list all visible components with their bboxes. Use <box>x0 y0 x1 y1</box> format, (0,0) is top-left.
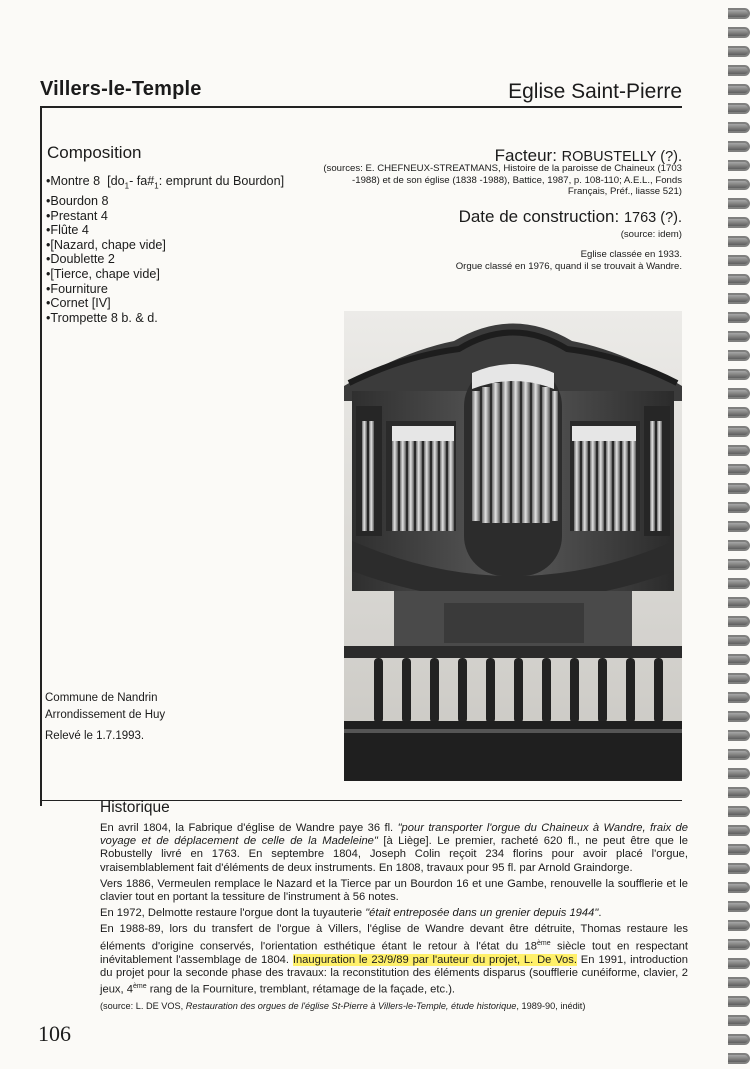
arrondissement-name: Arrondissement de Huy <box>45 708 166 721</box>
page-number: 106 <box>38 1021 71 1046</box>
commune-name: Commune de Nandrin <box>45 692 158 704</box>
history-paragraph <box>100 923 688 996</box>
binding-coil <box>728 521 750 532</box>
spiral-binding <box>726 0 750 1069</box>
stop-item: • Trompette 8 b. & d. <box>46 311 284 326</box>
binding-coil <box>728 141 750 152</box>
binding-coil <box>728 293 750 304</box>
construction-label: Date de construction: <box>458 207 620 226</box>
binding-coil <box>728 179 750 190</box>
binding-coil <box>728 540 750 551</box>
binding-coil <box>728 388 750 399</box>
binding-coil <box>728 464 750 475</box>
source-text: , 1989-90, inédit) <box>516 1000 586 1011</box>
binding-coil <box>728 939 750 950</box>
binding-coil <box>728 103 750 114</box>
stop-item: • Fourniture <box>46 282 284 297</box>
history-text: En 1988-89, lors du transfert de l'orgue à Villers, l'église de Wandre devant être détruite, Thomas restaure les éléments d'origine conservés, l'orientation esthétique étant le retour à l'état du 18 <box>100 923 688 953</box>
binding-coil <box>728 331 750 342</box>
stop-item: • Flûte 4 <box>46 223 284 238</box>
binding-coil <box>728 236 750 247</box>
history-text: En 1991, introduction du projet pour la seconde phase des travaux: la reconstitution des éléments disparus (soufflerie cunéiforme, clavier, 2 jeux, 4 <box>100 953 688 996</box>
binding-coil <box>728 46 750 57</box>
stop-list <box>46 174 284 325</box>
stop-item: • [Nazard, chape vide] <box>46 238 284 253</box>
binding-coil <box>728 597 750 608</box>
binding-coil <box>728 350 750 361</box>
source-text: (source: L. DE VOS, <box>100 1000 186 1011</box>
historique-heading: Historique <box>100 799 170 816</box>
organ-photo <box>344 311 682 781</box>
church-classification: Eglise classée en 1933. <box>580 249 682 260</box>
binding-coil <box>728 806 750 817</box>
binding-coil <box>728 996 750 1007</box>
stop-item: • [Tierce, chape vide] <box>46 267 284 282</box>
history-text: rang de la Fourniture, tremblant, rétamage de la façade, etc.). <box>146 983 456 996</box>
binding-coil <box>728 768 750 779</box>
superscript: ème <box>537 939 551 947</box>
history-paragraph <box>100 822 688 875</box>
facteur-label: Facteur: <box>494 146 557 165</box>
superscript: ème <box>132 982 147 990</box>
stop-item: • Prestant 4 <box>46 209 284 224</box>
history-text: En 1972, Delmotte restaure l'orgue dont la tuyauterie <box>100 907 366 920</box>
facteur-value: ROBUSTELLY (?). <box>561 149 682 165</box>
binding-coil <box>728 654 750 665</box>
binding-coil <box>728 445 750 456</box>
binding-coil <box>728 901 750 912</box>
binding-coil <box>728 1034 750 1045</box>
organ-classification: Orgue classé en 1976, quand il se trouvait à Wandre. <box>455 261 682 272</box>
location-title: Villers-le-Temple <box>40 78 202 100</box>
construction-value: 1763 (?). <box>623 210 682 226</box>
classification-notes <box>456 249 682 273</box>
binding-coil <box>728 863 750 874</box>
binding-coil <box>728 255 750 266</box>
binding-coil <box>728 198 750 209</box>
construction-source: (source: idem) <box>620 229 682 240</box>
binding-coil <box>728 958 750 969</box>
binding-coil <box>728 84 750 95</box>
history-text: [à Liège]. Le premier, racheté 620 fl., ne peut être que le Robustelly livré en 1763. En septembre 1804, Joseph Colin reçoit 234 florins pour avoir placé l'orgue, vraisemblablement fait d'éléments de deux instruments. En 1808, travaux pour 95 fl. par Arnold Graindorge. <box>100 835 688 874</box>
binding-coil <box>728 122 750 133</box>
binding-coil <box>728 502 750 513</box>
binding-coil <box>728 578 750 589</box>
binding-coil <box>728 1015 750 1026</box>
survey-date: Relevé le 1.7.1993. <box>45 730 145 742</box>
binding-coil <box>728 483 750 494</box>
facteur-sources: (sources: E. CHEFNEUX-STREATMANS, Histoire de la paroisse de Chaineux (1703 -1988) et de son église (1838 -1988), Battice, 1987, p. 108-110; A.E.L., Fonds Français, Préf., liasse 521) <box>323 163 682 198</box>
composition-heading: Composition <box>47 143 142 162</box>
binding-coil <box>728 635 750 646</box>
binding-coil <box>728 787 750 798</box>
stop-item: • Bourdon 8 <box>46 194 284 209</box>
binding-coil <box>728 217 750 228</box>
source-title: Restauration des orgues de l'église St-Pierre à Villers-le-Temple, étude historique <box>185 1000 517 1011</box>
binding-coil <box>728 1053 750 1064</box>
binding-coil <box>728 559 750 570</box>
historique-body <box>100 822 688 1013</box>
history-text: En avril 1804, la Fabrique d'église de Wandre paye 36 fl. <box>100 822 398 834</box>
organ-case-illustration <box>344 311 682 781</box>
binding-coil <box>728 407 750 418</box>
binding-coil <box>728 65 750 76</box>
binding-coil <box>728 369 750 380</box>
history-quote: "était entreposée dans un grenier depuis 1944" <box>365 907 599 920</box>
binding-coil <box>728 274 750 285</box>
history-quote: "pour transporter l'orgue du Chaineux à Wandre, fraix de voyage et de déplacement de celle de la Madeleine" <box>100 822 688 848</box>
binding-coil <box>728 616 750 627</box>
history-source <box>100 1000 688 1013</box>
binding-coil <box>728 730 750 741</box>
binding-coil <box>728 844 750 855</box>
binding-coil <box>728 426 750 437</box>
left-rule <box>40 106 42 806</box>
stop-item: • Doublette 2 <box>46 252 284 267</box>
binding-coil <box>728 673 750 684</box>
location-info <box>45 690 165 745</box>
history-text: siècle tout en respectant inévitablement l'assemblage de 1804. <box>100 940 688 966</box>
binding-coil <box>728 8 750 19</box>
stop-item: • Cornet [IV] <box>46 296 284 311</box>
history-text: . <box>598 907 602 920</box>
binding-coil <box>728 711 750 722</box>
construction-line <box>459 207 682 227</box>
church-title: Eglise Saint-Pierre <box>508 80 682 103</box>
binding-coil <box>728 692 750 703</box>
binding-coil <box>728 825 750 836</box>
history-paragraph: Vers 1886, Vermeulen remplace le Nazard et la Tierce par un Bourdon 16 et une Gambe, renouvelle la soufflerie et le clavier tout en portant la tessiture de l'instrument à 56 notes. <box>100 877 688 904</box>
binding-coil <box>728 27 750 38</box>
binding-coil <box>728 160 750 171</box>
binding-coil <box>728 749 750 760</box>
highlighted-inauguration: Inauguration le 23/9/89 par l'auteur du projet, L. De Vos. <box>292 953 577 966</box>
stop-item: • Montre 8 [$do_1-$ $fa\#_1$: emprunt du Bourdon] <box>46 174 284 194</box>
binding-coil <box>728 882 750 893</box>
binding-coil <box>728 920 750 931</box>
header-rule <box>40 106 682 108</box>
binding-coil <box>728 312 750 323</box>
history-paragraph <box>100 907 688 920</box>
binding-coil <box>728 977 750 988</box>
